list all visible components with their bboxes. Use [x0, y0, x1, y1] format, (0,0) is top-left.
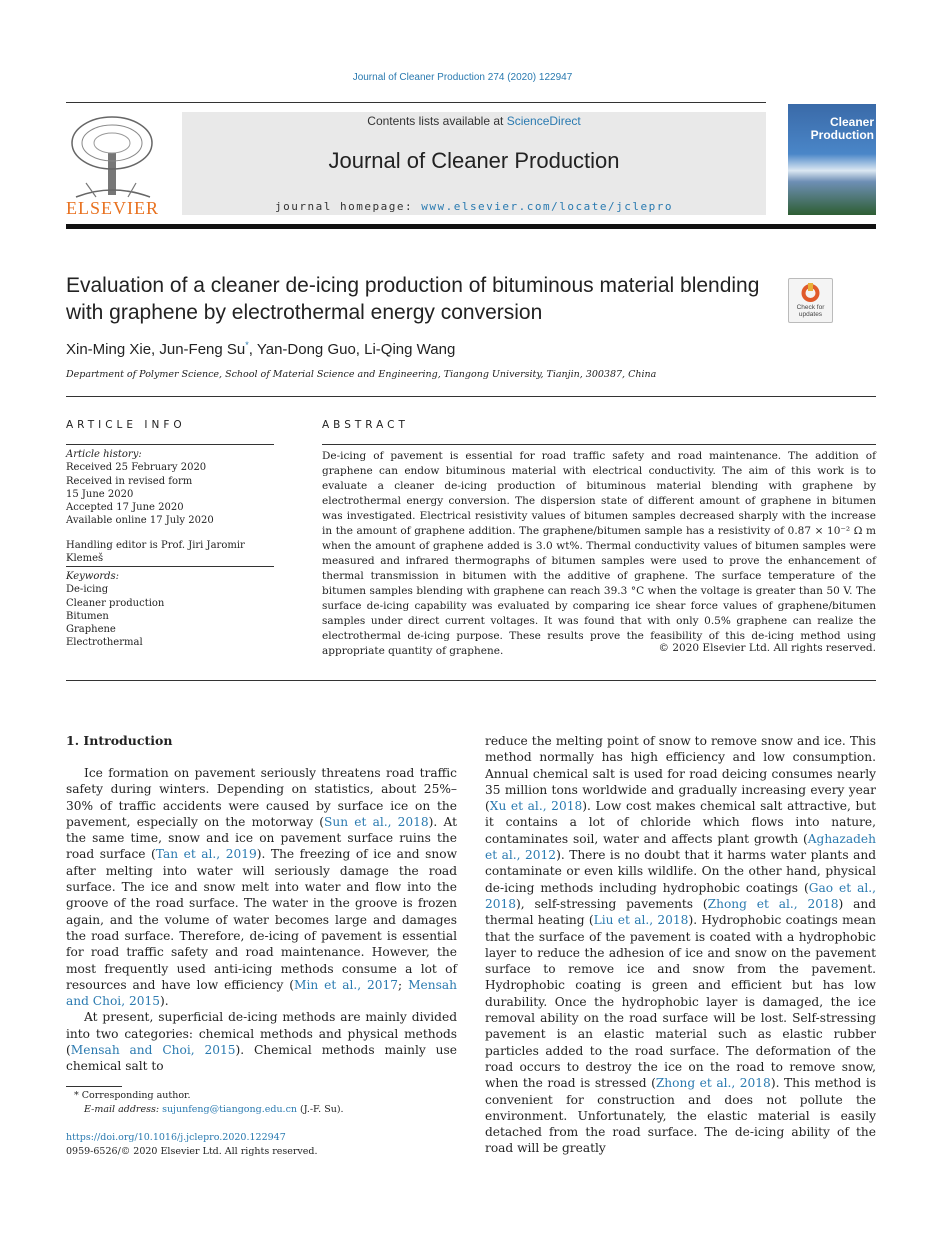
article-history: [66, 448, 276, 565]
footnote-mark: *: [74, 1090, 79, 1101]
keywords-block: [66, 570, 276, 650]
authors-first: Xin-Ming Xie, Jun-Feng Su: [66, 341, 246, 358]
email-link[interactable]: sujunfeng@tiangong.edu.cn: [162, 1103, 298, 1115]
keyword: Graphene: [66, 624, 116, 636]
author-list: [66, 340, 766, 358]
citation-link[interactable]: Tan et al., 2019: [155, 847, 257, 862]
header-rule: [66, 102, 766, 103]
citation-link[interactable]: Zhong et al., 2018: [655, 1076, 771, 1091]
citation-link[interactable]: Zhong et al., 2018: [707, 896, 839, 911]
history-item: Available online 17 July 2020: [66, 515, 214, 527]
sciencedirect-link[interactable]: ScienceDirect: [506, 114, 581, 128]
handling-editor: Handling editor is Prof. Jiri Jaromir Klemeš: [66, 539, 245, 565]
homepage-prefix: journal homepage:: [274, 200, 422, 213]
issn-line: 0959-6526/© 2020 Elsevier Ltd. All rights reserved.: [66, 1145, 318, 1157]
cover-title: Cleaner Production: [810, 115, 874, 142]
bottom-info: [66, 1131, 466, 1158]
email-label: E-mail address:: [84, 1103, 163, 1115]
citation-link[interactable]: Mensah and Choi, 2015: [70, 1043, 236, 1058]
history-item: Received in revised form: [66, 475, 193, 487]
corresponding-author-mark[interactable]: *: [245, 340, 249, 350]
contents-line: [182, 114, 766, 128]
history-item: Received 25 February 2020: [66, 462, 207, 474]
contents-prefix: Contents lists available at: [367, 114, 507, 128]
header-thick-rule: [66, 224, 876, 229]
citation-link[interactable]: Aghazadeh et al., 2012: [485, 831, 876, 863]
footnote-rule: [66, 1086, 122, 1087]
authors-rest: , Yan-Dong Guo, Li-Qing Wang: [248, 341, 456, 358]
affiliation: Department of Polymer Science, School of Material Science and Engineering, Tiangong University, Tianjin, 300387, China: [66, 369, 657, 380]
abstract-copyright: © 2020 Elsevier Ltd. All rights reserved.: [658, 642, 876, 654]
history-item: Accepted 17 June 2020: [66, 502, 184, 514]
check-for-updates-label: Check for updates: [796, 304, 825, 318]
homepage-link[interactable]: www.elsevier.com/locate/jclepro: [421, 200, 674, 213]
section-rule: [66, 396, 876, 397]
check-updates-icon: [789, 279, 832, 305]
elsevier-wordmark: ELSEVIER: [66, 198, 159, 218]
intro-left-column: [66, 765, 457, 1075]
homepage-line: [182, 200, 766, 213]
article-info-heading: ARTICLE INFO: [66, 419, 186, 431]
citation-link[interactable]: Xu et al., 2018: [489, 799, 583, 814]
citation-link[interactable]: Mensah and Choi, 2015: [66, 977, 457, 1009]
journal-citation[interactable]: Journal of Cleaner Production 274 (2020) 122947: [352, 72, 573, 83]
keywords-rule: [66, 566, 274, 567]
abstract-heading: ABSTRACT: [322, 419, 409, 431]
article-info-rule: [66, 444, 274, 445]
abstract-rule: [322, 444, 876, 445]
intro-right-column: [485, 733, 876, 1157]
history-item: 15 June 2020: [66, 488, 134, 500]
article-title: Evaluation of a cleaner de-icing production of bituminous material blending with graphene by electrothermal energy conversion: [66, 274, 760, 324]
section-rule: [66, 680, 876, 681]
intro-paragraph: Ice formation on pavement seriously threatens road traffic safety during winters. Depending on statistics, about 25%–30% of traffic accidents were caused by surface ice on the pavement, especially on the motorway (Sun et al., 2018). At the same time, snow and ice on pavement surface ruins the road surface (Tan et al., 2019). The freezing of ice and snow after melting into water will seriously damage the road surface. The ice and snow melt into water and flow into the groove of the road surface. The water in the groove is frozen again, and the volume of water becomes large and damages the road surface. Therefore, de-icing of pavement is essential for road traffic safety and road maintenance. However, the most frequently used anti-icing methods consume a lot of resources and have low efficiency (Min et al., 2017; Mensah and Choi, 2015).: [66, 766, 458, 1009]
citation-link[interactable]: Gao et al., 2018: [485, 880, 876, 911]
journal-name: Journal of Cleaner Production: [328, 148, 620, 173]
email-suffix: (J.-F. Su).: [297, 1103, 344, 1115]
keyword: Electrothermal: [66, 637, 143, 649]
intro-paragraph: At present, superficial de-icing methods are mainly divided into two categories: chemical methods and physical methods (Mensah and Choi, 2015). Chemical methods mainly use chemical salt to: [66, 1010, 457, 1074]
citation-link[interactable]: Sun et al., 2018: [324, 814, 429, 829]
footnote: [66, 1089, 466, 1116]
keywords-label: Keywords:: [66, 571, 120, 582]
keyword: De-icing: [66, 584, 109, 596]
keyword: Bitumen: [66, 610, 109, 622]
corresponding-author-note: Corresponding author.: [81, 1090, 191, 1101]
introduction-heading: 1. Introduction: [66, 733, 173, 748]
citation-link[interactable]: Min et al., 2017: [294, 977, 399, 992]
keyword: Cleaner production: [66, 597, 165, 609]
doi-link[interactable]: https://doi.org/10.1016/j.jclepro.2020.122947: [66, 1132, 286, 1143]
citation-link[interactable]: Liu et al., 2018: [593, 913, 689, 928]
history-label: Article history:: [66, 449, 142, 460]
intro-paragraph: reduce the melting point of snow to remove snow and ice. This method normally has high efficiency and low consumption. Annual chemical salt is used for road deicing consumes nearly 35 million tons worldwide and gradually increasing every year (Xu et al., 2018). Low cost makes chemical salt attractive, but it contains a lot of chloride which flows into nature, contaminates soil, water and affects plant growth (Aghazadeh et al., 2012). There is no doubt that it harms water plants and contaminate or even kills wildlife. On the other hand, physical de-icing methods including hydrophobic coatings (Gao et al., 2018), self-stressing pavements (Zhong et al., 2018) and thermal heating (Liu et al., 2018). Hydrophobic coatings mean that the surface of the pavement is coated with a hydrophobic layer to reduce the adhesion of ice and snow on the pavement surface to remove ice and snow from the pavement. Hydrophobic coating is green and efficient but has low durability. Once the hydrophobic layer is damaged, the ice removal ability on the road surface will be lost. Self-stressing pavement is an elastic material such as elastic rubber particles added to the road surface. The deformation of the road occurs to destroy the ice on the road to remove snow, when the road is stressed (Zhong et al., 2018). This method is convenient for construction and does not pollute the environment. Unfortunately, the elastic material is easily detached from the road surface. The de-icing ability of the road will be greatly: [485, 734, 877, 1156]
abstract-text: De-icing of pavement is essential for road traffic safety and road maintenance. The addition of graphene can endow bituminous material with electrical conductivity. The aim of this work is to evaluate a cleaner de-icing production of bituminous material blending with graphene by electrothermal energy conversion. The dispersion state of different amount of graphene in bitumen was investigated. Electrical resistivity values of bitumen samples decreased sharply with the increase in the amount of graphene addition. The graphene/bitumen sample has a resistivity of 0.87 × 10⁻² Ω m when the amount of graphene added is 3.0 wt%. Thermal conductivity values of bitumen samples were measured and infrared thermographs of bitumen samples were used to prove the enhancement of thermal transmission in bitumen with the additive of graphene. The surface temperature of the bitumen samples blending with graphene can reach 39.3 °C when the voltage is greater than 50 V. The surface de-icing capability was evaluated by comparing ice shear force values of graphene/bitumen samples under direct current voltages. It was found that with only 0.5% graphene can realize the electrothermal de-icing purpose. These results prove the feasibility of this de-icing method using appropriate quantity of graphene.: [322, 450, 876, 657]
